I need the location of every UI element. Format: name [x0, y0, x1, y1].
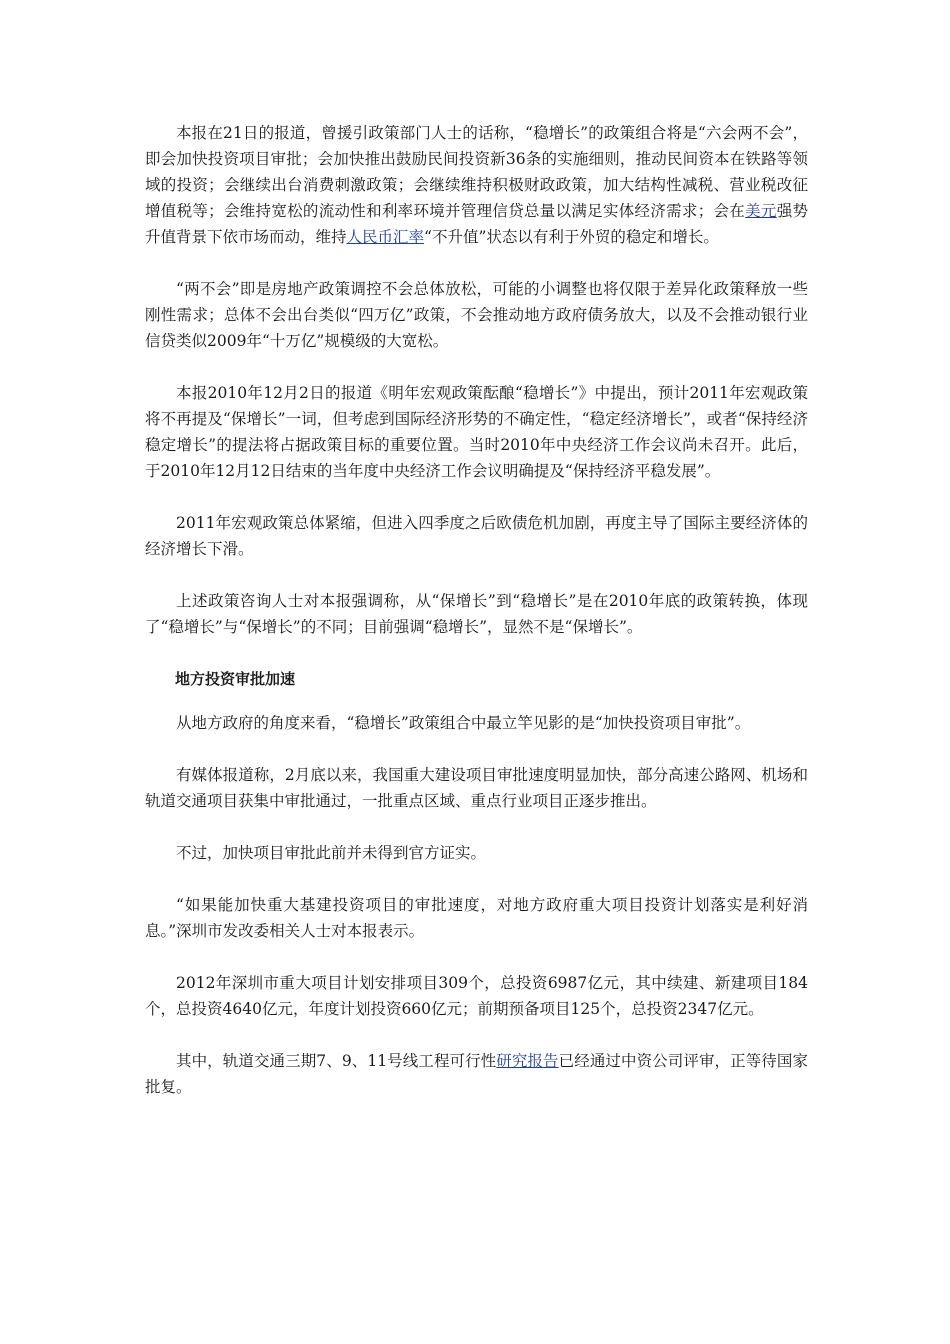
link-rmb-exchange-rate[interactable]: 人民币汇率 — [346, 228, 425, 246]
paragraph-text: “不升值”状态以有利于外贸的稳定和增长。 — [424, 228, 719, 246]
paragraph-six-will-two-wont — [145, 120, 808, 250]
paragraph-shenzhen-projects: 2012年深圳市重大项目计划安排项目309个，总投资6987亿元，其中续建、新建项目184个，总投资4640亿元，年度计划投资660亿元；前期预备项目125个，总投资2347亿元。 — [145, 974, 808, 1018]
paragraph-text: 强势升值背景下依市场而动，维持 — [145, 202, 808, 246]
paragraph-2010-report: 本报2010年12月2日的报道《明年宏观政策酝酿“稳增长”》中提出，预计2011年宏观政策将不再提及“保增长”一词，但考虑到国际经济形势的不确定性，“稳定经济增长”，或者“保持经济稳定增长”的提法将占据政策目标的重要位置。当时2010年中央经济工作会议尚未召开。此后，于2010年12月12日结束的当年度中央经济工作会议明确提及“保持经济平稳发展”。 — [145, 384, 808, 480]
paragraph-not-confirmed: 不过，加快项目审批此前并未得到官方证实。 — [176, 844, 487, 862]
paragraph-rail-transit — [145, 1048, 808, 1100]
paragraph-policy-shift: 上述政策咨询人士对本报强调称，从“保增长”到“稳增长”是在2010年底的政策转换，体现了“稳增长”与“保增长”的不同；目前强调“稳增长”，显然不是“保增长”。 — [145, 592, 808, 636]
link-usd[interactable]: 美元 — [745, 202, 777, 220]
paragraph-shenzhen-quote: “如果能加快重大基建投资项目的审批速度，对地方政府重大项目投资计划落实是利好消息。”深圳市发改委相关人士对本报表示。 — [145, 896, 808, 940]
link-research-report[interactable]: 研究报告 — [496, 1052, 559, 1070]
paragraph-local-gov-view: 从地方政府的角度来看，“稳增长”政策组合中最立竿见影的是“加快投资项目审批”。 — [176, 714, 751, 732]
paragraph-2011-policy: 2011年宏观政策总体紧缩，但进入四季度之后欧债危机加剧，再度主导了国际主要经济体的经济增长下滑。 — [145, 514, 808, 558]
paragraph-text: 其中，轨道交通三期7、9、11号线工程可行性 — [176, 1052, 497, 1070]
section-heading: 地方投资审批加速 — [175, 670, 296, 688]
paragraph-text: 已经通过中资公司评审，正等待国家批复。 — [145, 1052, 808, 1096]
paragraph-text: 本报在21日的报道，曾援引政策部门人士的话称，“稳增长”的政策组合将是“六会两不会”，即会加快投资项目审批；会加快推出鼓励民间投资新36条的实施细则，推动民间资本在铁路等领域的投资；会继续出台消费刺激政策；会继续维持积极财政政策，加大结构性减税、营业税改征增值税等；会维持宽松的流动性和利率环境并管理信贷总量以满足实体经济需求；会在 — [145, 124, 808, 220]
paragraph-two-wont: “两不会”即是房地产政策调控不会总体放松，可能的小调整也将仅限于差异化政策释放一些刚性需求；总体不会出台类似“四万亿”政策，不会推动地方政府债务放大，以及不会推动银行业信贷类似2009年“十万亿”规模级的大宽松。 — [145, 280, 808, 350]
article-body — [145, 120, 808, 1126]
paragraph-media-report: 有媒体报道称，2月底以来，我国重大建设项目审批速度明显加快，部分高速公路网、机场和轨道交通项目获集中审批通过，一批重点区域、重点行业项目正逐步推出。 — [145, 766, 808, 810]
